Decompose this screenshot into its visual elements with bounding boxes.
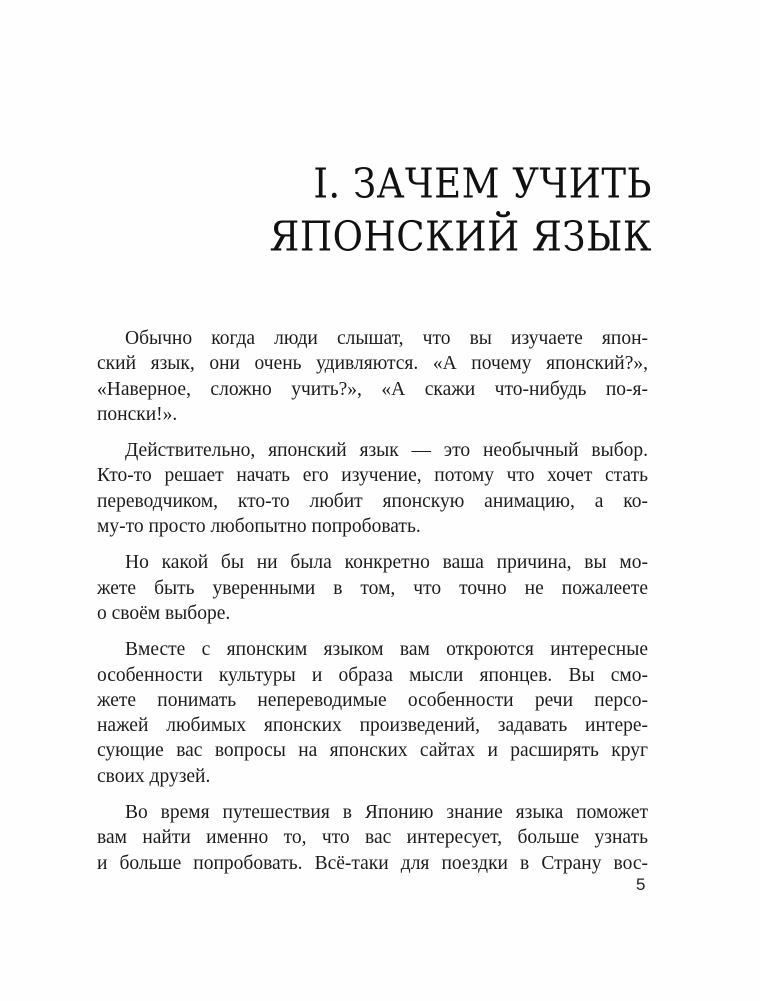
text-line: о своём выборе. (97, 602, 231, 624)
text-line: особенности культуры и образа мысли японцев. Вы смо- (97, 664, 648, 686)
text-line: и больше попробовать. Всё-таки для поездки в Страну вос- (97, 852, 648, 874)
paragraph-1 (97, 326, 648, 427)
text-line: Но какой бы ни была конкретно ваша причина, вы мо- (125, 552, 648, 574)
page-number: 5 (636, 875, 646, 894)
text-line: му-то просто любопытно попробовать. (97, 516, 421, 538)
paragraph-3 (97, 550, 648, 626)
body-text (97, 326, 648, 887)
text-line: Действительно, японский язык — это необычный выбор. (125, 440, 648, 462)
text-line: своих друзей. (97, 765, 211, 787)
text-line: сующие вас вопросы на японских сайтах и расширять круг (97, 740, 648, 762)
text-line: Обычно когда люди слышат, что вы изучаете япон- (125, 328, 648, 349)
text-line: жете быть уверенными в том, что точно не пожалеете (97, 577, 648, 599)
text-line: вам найти именно то, что вас интересует, больше узнать (97, 827, 648, 849)
text-line: «Наверное, сложно учить?», «А скажи что-нибудь по-я- (97, 378, 648, 400)
text-line: жете понимать непереводимые особенности речи персо- (97, 689, 648, 711)
text-line: понски!». (97, 403, 178, 425)
chapter-title-line: I. ЗАЧЕМ УЧИТЬ (313, 160, 652, 208)
text-line: Вместе с японским языком вам откроются интересные (125, 639, 648, 661)
chapter-title (270, 158, 652, 264)
text-line: ский язык, они очень удивляются. «А почему японский?», (97, 353, 648, 375)
text-line: Кто-то решает начать его изучение, потому что хочет стать (97, 465, 648, 487)
chapter-title-line: ЯПОНСКИЙ ЯЗЫК (269, 213, 652, 261)
text-line: переводчиком, кто-то любит японскую анимацию, а ко- (97, 490, 648, 512)
paragraph-4 (97, 637, 648, 789)
paragraph-2 (97, 438, 648, 539)
text-line: нажей любимых японских произведений, задавать интере- (97, 715, 648, 737)
text-line: Во время путешествия в Японию знание языка поможет (125, 802, 648, 824)
paragraph-5 (97, 800, 648, 876)
